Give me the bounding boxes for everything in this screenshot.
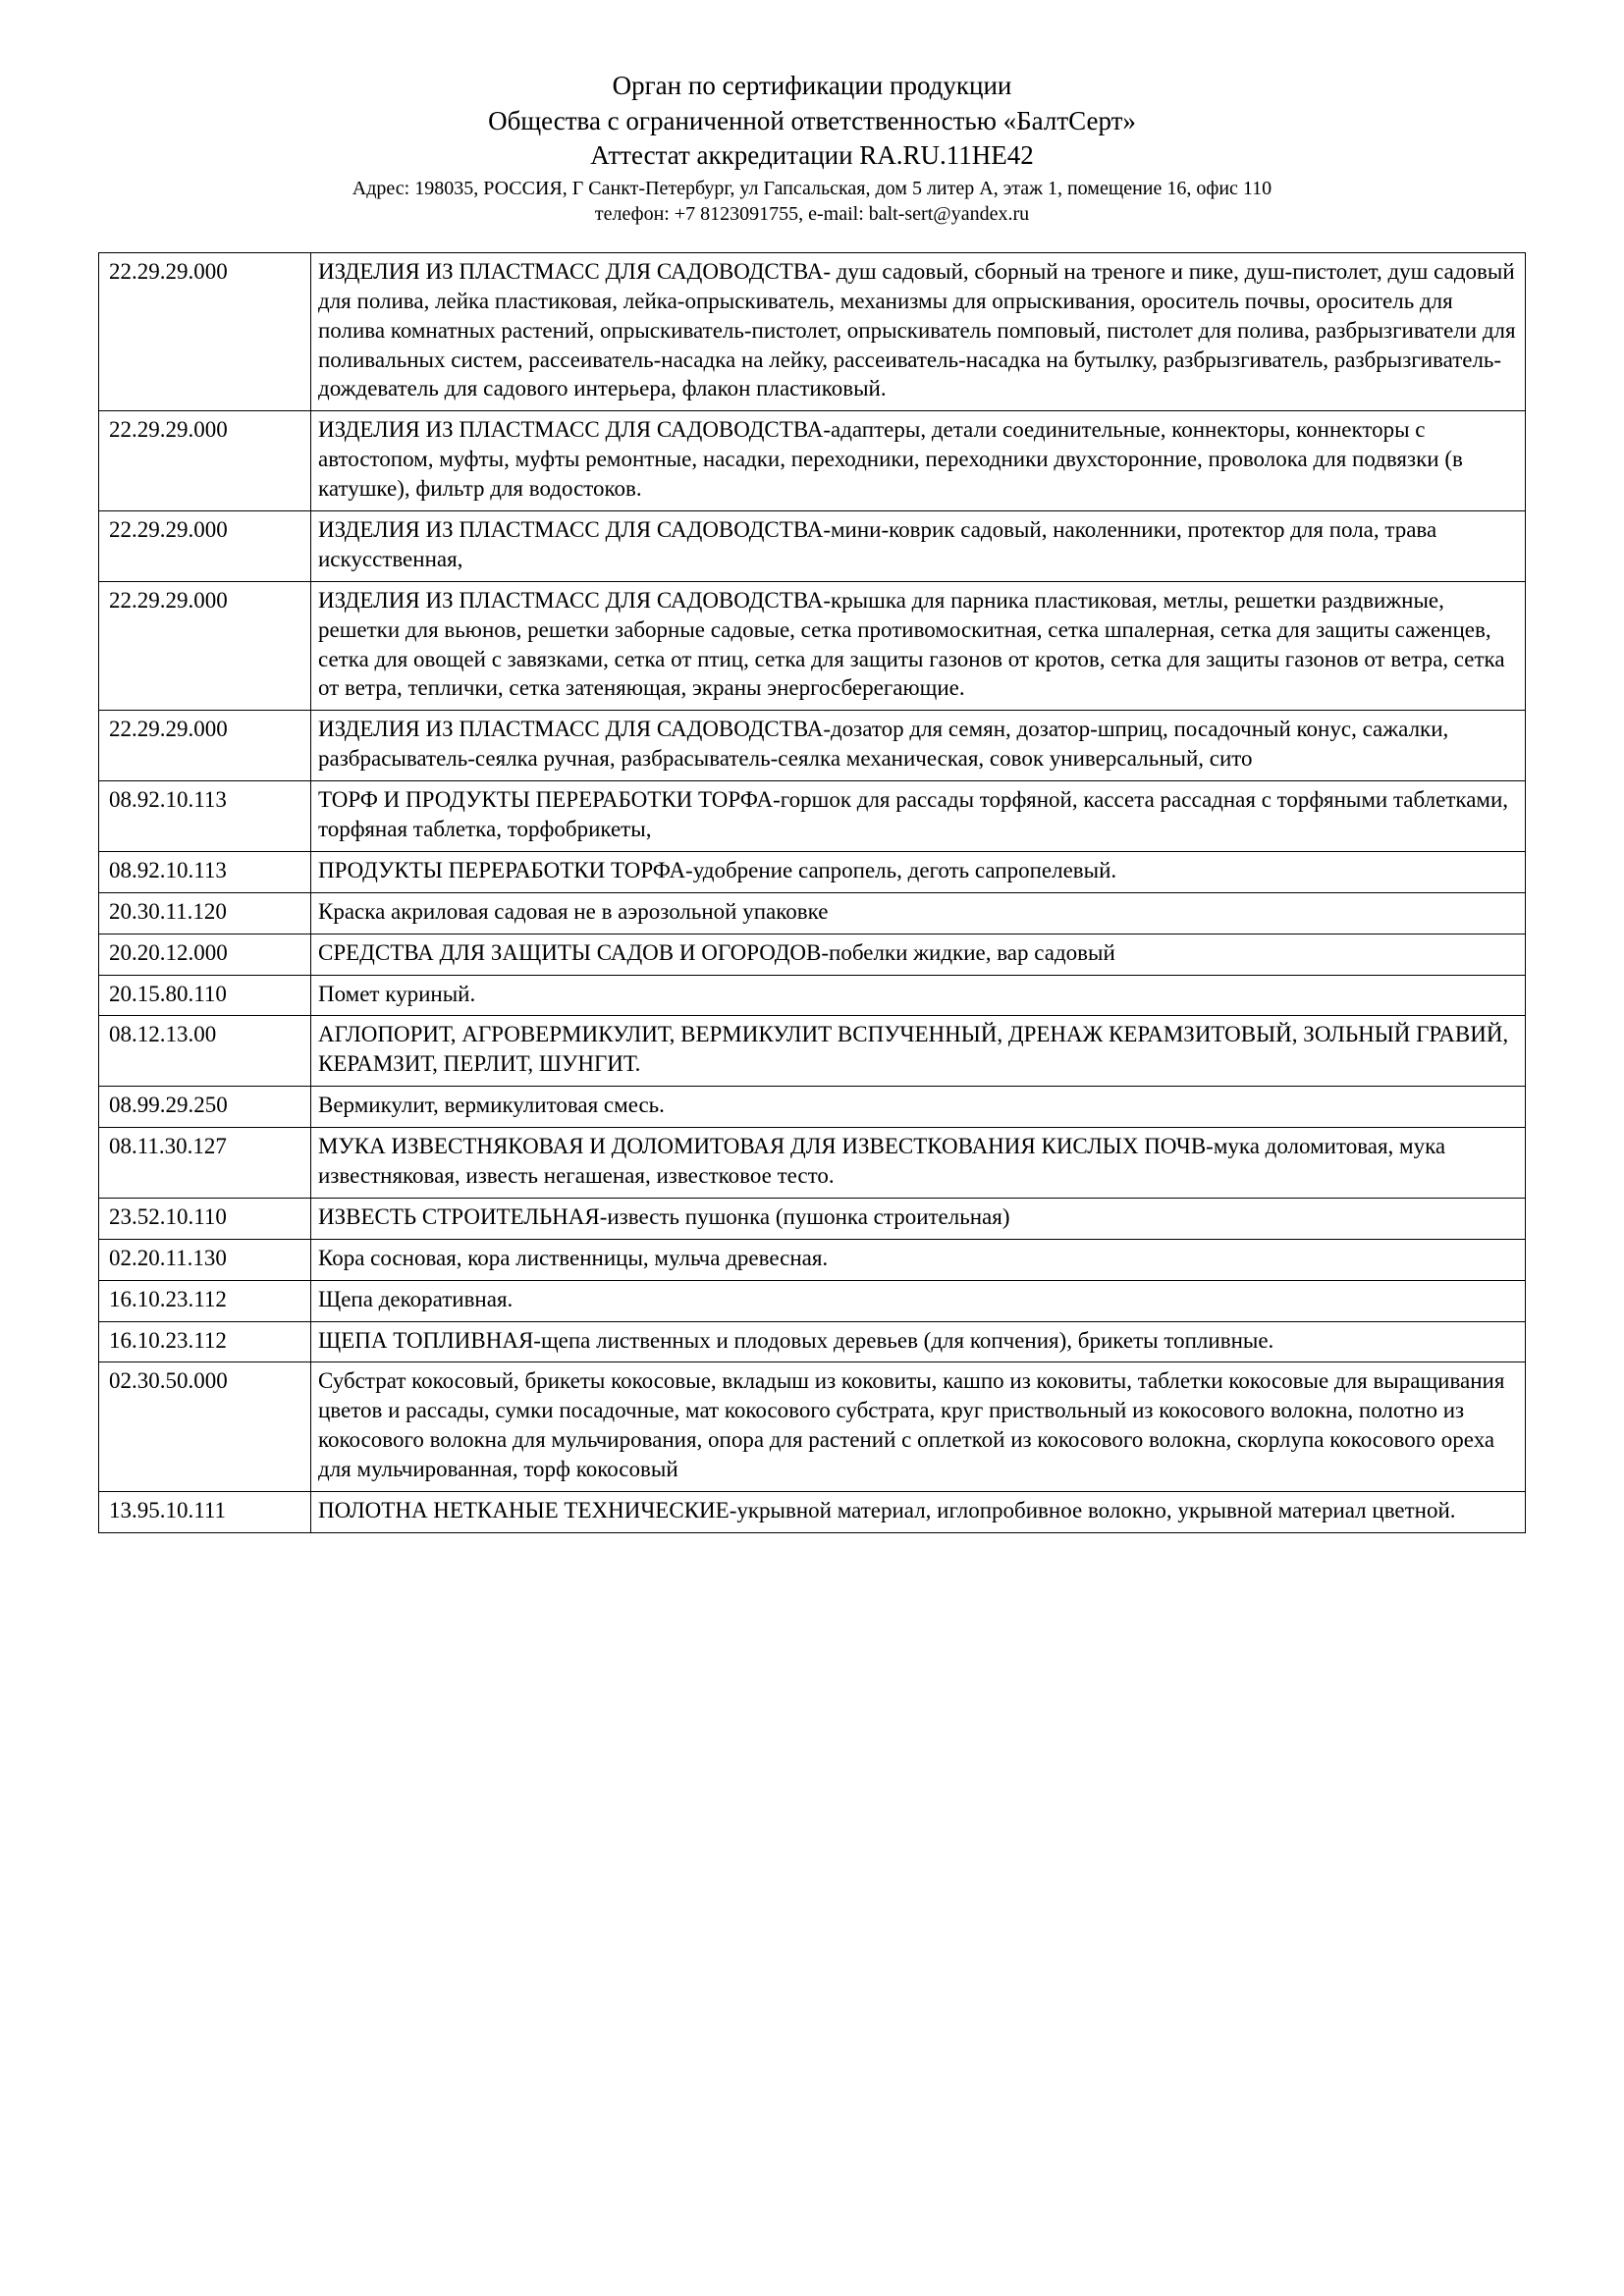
row-code: 23.52.10.110 — [99, 1198, 311, 1239]
row-description: Субстрат кокосовый, брикеты кокосовые, вкладыш из коковиты, кашпо из коковиты, таблетки кокосовые для выращивания цветов и рассады, сумки посадочные, мат кокосового субстрата, круг приствольный из кокосового волокна, полотно из кокосового волокна для мульчирования, опора для растений с оплеткой из кокосового волокна, скорлупа кокосового ореха для мульчированная, торф кокосовый — [311, 1362, 1526, 1492]
row-code: 02.20.11.130 — [99, 1239, 311, 1280]
row-code: 08.99.29.250 — [99, 1087, 311, 1128]
table-row — [99, 581, 1526, 711]
row-description: ЩЕПА ТОПЛИВНАЯ-щепа лиственных и плодовых деревьев (для копчения), брикеты топливные. — [311, 1321, 1526, 1362]
row-description: ИЗДЕЛИЯ ИЗ ПЛАСТМАСС ДЛЯ САДОВОДСТВА-мини-коврик садовый, наколенники, протектор для пола, трава искусственная, — [311, 511, 1526, 582]
table-row — [99, 1128, 1526, 1199]
table-row — [99, 934, 1526, 975]
row-code: 16.10.23.112 — [99, 1321, 311, 1362]
row-description: ПРОДУКТЫ ПЕРЕРАБОТКИ ТОРФА-удобрение сапропель, деготь сапропелевый. — [311, 851, 1526, 892]
row-code: 20.20.12.000 — [99, 934, 311, 975]
table-row — [99, 252, 1526, 410]
row-code: 20.30.11.120 — [99, 892, 311, 934]
row-description: ПОЛОТНА НЕТКАНЫЕ ТЕХНИЧЕСКИЕ-укрывной материал, иглопробивное волокно, укрывной материал цветной. — [311, 1492, 1526, 1533]
table-row — [99, 1016, 1526, 1087]
table-row — [99, 781, 1526, 852]
row-description: АГЛОПОРИТ, АГРОВЕРМИКУЛИТ, ВЕРМИКУЛИТ ВСПУЧЕННЫЙ, ДРЕНАЖ КЕРАМЗИТОВЫЙ, ЗОЛЬНЫЙ ГРАВИЙ, КЕРАМЗИТ, ПЕРЛИТ, ШУНГИТ. — [311, 1016, 1526, 1087]
row-description: Помет куриный. — [311, 975, 1526, 1016]
table-row — [99, 411, 1526, 511]
table-row — [99, 975, 1526, 1016]
header-line-contacts: телефон: +7 8123091755, e-mail: balt-sert@yandex.ru — [594, 202, 1030, 225]
table-row — [99, 851, 1526, 892]
row-code: 08.12.13.00 — [99, 1016, 311, 1087]
row-code: 13.95.10.111 — [99, 1492, 311, 1533]
row-description: ИЗВЕСТЬ СТРОИТЕЛЬНАЯ-известь пушонка (пушонка строительная) — [311, 1198, 1526, 1239]
row-code: 22.29.29.000 — [99, 511, 311, 582]
row-description: Краска акриловая садовая не в аэрозольной упаковке — [311, 892, 1526, 934]
row-code: 08.92.10.113 — [99, 781, 311, 852]
table-row — [99, 1321, 1526, 1362]
row-description: Щепа декоративная. — [311, 1280, 1526, 1321]
row-description: Кора сосновая, кора лиственницы, мульча древесная. — [311, 1239, 1526, 1280]
row-code: 02.30.50.000 — [99, 1362, 311, 1492]
row-code: 08.11.30.127 — [99, 1128, 311, 1199]
row-description: МУКА ИЗВЕСТНЯКОВАЯ И ДОЛОМИТОВАЯ ДЛЯ ИЗВЕСТКОВАНИЯ КИСЛЫХ ПОЧВ-мука доломитовая, мука известняковая, известь негашеная, известковое тесто. — [311, 1128, 1526, 1199]
table-row — [99, 1492, 1526, 1533]
header-line-accreditation: Аттестат аккредитации RA.RU.11НЕ42 — [590, 140, 1034, 171]
table-row — [99, 1362, 1526, 1492]
header-line-address: Адрес: 198035, РОССИЯ, Г Санкт-Петербург, ул Гапсальская, дом 5 литер А, этаж 1, помещение 16, офис 110 — [352, 177, 1272, 199]
header-line-company: Общества с ограниченной ответственностью «БалтСерт» — [488, 105, 1136, 135]
row-code: 22.29.29.000 — [99, 581, 311, 711]
row-code: 20.15.80.110 — [99, 975, 311, 1016]
row-description: ИЗДЕЛИЯ ИЗ ПЛАСТМАСС ДЛЯ САДОВОДСТВА-дозатор для семян, дозатор-шприц, посадочный конус, сажалки, разбрасыватель-сеялка ручная, разбрасыватель-сеялка механическая, совок универсальный, сито — [311, 711, 1526, 781]
table-row — [99, 1198, 1526, 1239]
header-line-organization: Орган по сертификации продукции — [612, 71, 1012, 100]
table-row — [99, 1280, 1526, 1321]
products-table-body — [99, 252, 1526, 1532]
row-code: 22.29.29.000 — [99, 711, 311, 781]
table-row — [99, 892, 1526, 934]
row-description: ИЗДЕЛИЯ ИЗ ПЛАСТМАСС ДЛЯ САДОВОДСТВА-адаптеры, детали соединительные, коннекторы, коннекторы с автостопом, муфты, муфты ремонтные, насадки, переходники, переходники двухсторонние, проволока для подвязки (в катушке), фильтр для водостоков. — [311, 411, 1526, 511]
row-code: 08.92.10.113 — [99, 851, 311, 892]
table-row — [99, 1239, 1526, 1280]
table-row — [99, 511, 1526, 582]
table-row — [99, 1087, 1526, 1128]
row-code: 22.29.29.000 — [99, 411, 311, 511]
row-code: 22.29.29.000 — [99, 252, 311, 410]
document-header — [98, 69, 1526, 227]
row-description: СРЕДСТВА ДЛЯ ЗАЩИТЫ САДОВ И ОГОРОДОВ-побелки жидкие, вар садовый — [311, 934, 1526, 975]
table-row — [99, 711, 1526, 781]
row-description: ИЗДЕЛИЯ ИЗ ПЛАСТМАСС ДЛЯ САДОВОДСТВА- душ садовый, сборный на треноге и пике, душ-пистолет, душ садовый для полива, лейка пластиковая, лейка-опрыскиватель, механизмы для опрыскивания, ороситель почвы, ороситель для полива комнатных растений, опрыскиватель-пистолет, опрыскиватель помповый, пистолет для полива, разбрызгиватели для поливальных систем, рассеиватель-насадка на лейку, рассеиватель-насадка на бутылку, разбрызгиватель, разбрызгиватель-дождеватель для садового интерьера, флакон пластиковый. — [311, 252, 1526, 410]
row-code: 16.10.23.112 — [99, 1280, 311, 1321]
row-description: ИЗДЕЛИЯ ИЗ ПЛАСТМАСС ДЛЯ САДОВОДСТВА-крышка для парника пластиковая, метлы, решетки раздвижные, решетки для вьюнов, решетки заборные садовые, сетка противомоскитная, сетка шпалерная, сетка для защиты саженцев, сетка для овощей с завязками, сетка от птиц, сетка для защиты газонов от кротов, сетка для защиты газонов от ветра, сетка от ветра, теплички, сетка затеняющая, экраны энергосберегающие. — [311, 581, 1526, 711]
products-table — [98, 252, 1526, 1533]
row-description: ТОРФ И ПРОДУКТЫ ПЕРЕРАБОТКИ ТОРФА-горшок для рассады торфяной, кассета рассадная с торфяными таблетками, торфяная таблетка, торфобрикеты, — [311, 781, 1526, 852]
row-description: Вермикулит, вермикулитовая смесь. — [311, 1087, 1526, 1128]
